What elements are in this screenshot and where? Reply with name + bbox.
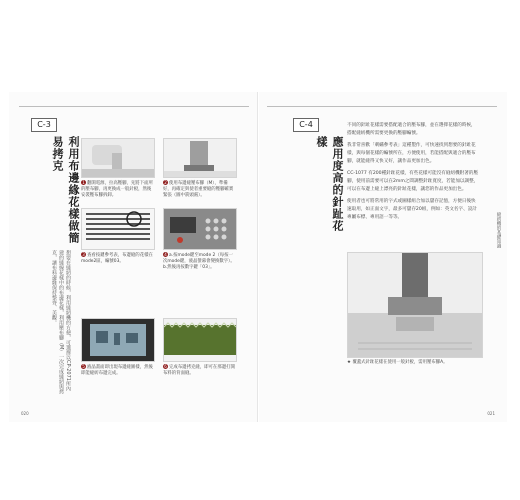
photo-stitch-chart xyxy=(81,208,155,250)
caption-number: 6 xyxy=(164,364,167,369)
section-title: 應用度高的針趾花樣 xyxy=(315,136,344,232)
photo-caption: ★ 覆蓋式針趾花樣在使用一般針板，需用壓布腳A。 xyxy=(347,360,448,365)
book-spread xyxy=(9,92,507,422)
section-title: 利用布邊緣花樣做簡易拷克 xyxy=(51,136,80,244)
left-page xyxy=(9,92,258,422)
photo-presser-foot xyxy=(163,138,237,178)
chapter-side-tab: 縫紉機的基礎知識 xyxy=(496,212,501,248)
photo-control-panel xyxy=(163,208,237,250)
caption-2 xyxy=(163,180,235,199)
section-label: C-3 xyxy=(31,118,57,132)
body-text xyxy=(347,122,479,226)
caption-text: 翻開電源，拉高壓腳，先將下面所的壓布腳，再更換成一般針板，然後安裝壓布腳拆卸。 xyxy=(81,181,153,198)
paragraph: 使用者也可將常用的字式或圖樣組合加以儲存記憶，方便日後快速取用，如正面文字，最多可儲存20組，例如：英文名字、設計專屬布標、專用語一等等。 xyxy=(347,199,477,220)
caption-4 xyxy=(163,252,235,271)
paragraph: 我非常喜歡「刺繡參考表」這種製作，可快速找到想要的針趾花樣，與每個花樣的編號所在，方便使用，若能搭配與適合的壓布腳，就能縫得又快又好，讓作品更加出色。 xyxy=(347,143,476,164)
page-number: 020 xyxy=(21,411,29,416)
paragraph: 不同的針趾花樣需要搭配適合的壓布腳，並在選擇花樣的時候，搭配縫紉機所需要更換的壓腳編號。 xyxy=(347,123,476,136)
caption-number: 1 xyxy=(82,180,85,185)
caption-number: 4 xyxy=(164,252,167,257)
caption-1 xyxy=(81,180,153,199)
caption-text: 液晶畫面即出現布邊縫圖樣，然後即能縫紉布邊完成。 xyxy=(81,365,153,376)
photo-lcd-screen xyxy=(81,318,155,362)
caption-text: 使用布邊縫壓布腳（M），準備好，再確定與使者重要縫的壓腳確實緊張（圖中箭頭處）。 xyxy=(163,181,234,198)
caption-text: 完成布邊拷克縫，即可在那邊打開布料的背面縫。 xyxy=(163,365,235,376)
photo-needle-plate xyxy=(347,252,483,358)
caption-6 xyxy=(163,364,235,377)
page-number: 021 xyxy=(487,411,495,416)
header-rule xyxy=(267,106,497,107)
photo-sewing-foot xyxy=(81,138,155,178)
section-label: C-4 xyxy=(293,118,319,132)
caption-3 xyxy=(81,252,153,265)
caption-text: a.按mode鍵至mode 2（每按一次mode鍵，液晶螢幕會變換數字）。b.然後再按數字鍵「03」。 xyxy=(163,253,235,270)
caption-number: 3 xyxy=(82,252,85,257)
paragraph: CC-1077 有200種針趾花樣，有些花樣可能沒有縫紉機附著的壓腳，使用前需要可以在2mm之間調整針趾寬度，若能加以調整，可以在布邊上縫上漂亮的針趾花樣，讓您的作品更加出色。 xyxy=(347,171,479,192)
header-rule xyxy=(19,106,249,107)
caption-5 xyxy=(81,364,153,377)
caption-number: 2 xyxy=(164,180,167,185)
right-page xyxy=(259,92,507,422)
intro-text: 想要在縫紉的時候，利用縫紉機的方便，可選擇以CP-2071所內建的縫線花樣中的布邊花樣，利用壓布腳（M）一次完成縫紉與拷克，讓布料邊緣保持整齊、美觀。 xyxy=(51,250,71,395)
photo-fabric-edge xyxy=(163,318,237,362)
caption-number: 5 xyxy=(82,364,85,369)
caption-text: 查看按鍵參考表，布邊縫的花樣在mode2區，編號03。 xyxy=(81,253,153,264)
